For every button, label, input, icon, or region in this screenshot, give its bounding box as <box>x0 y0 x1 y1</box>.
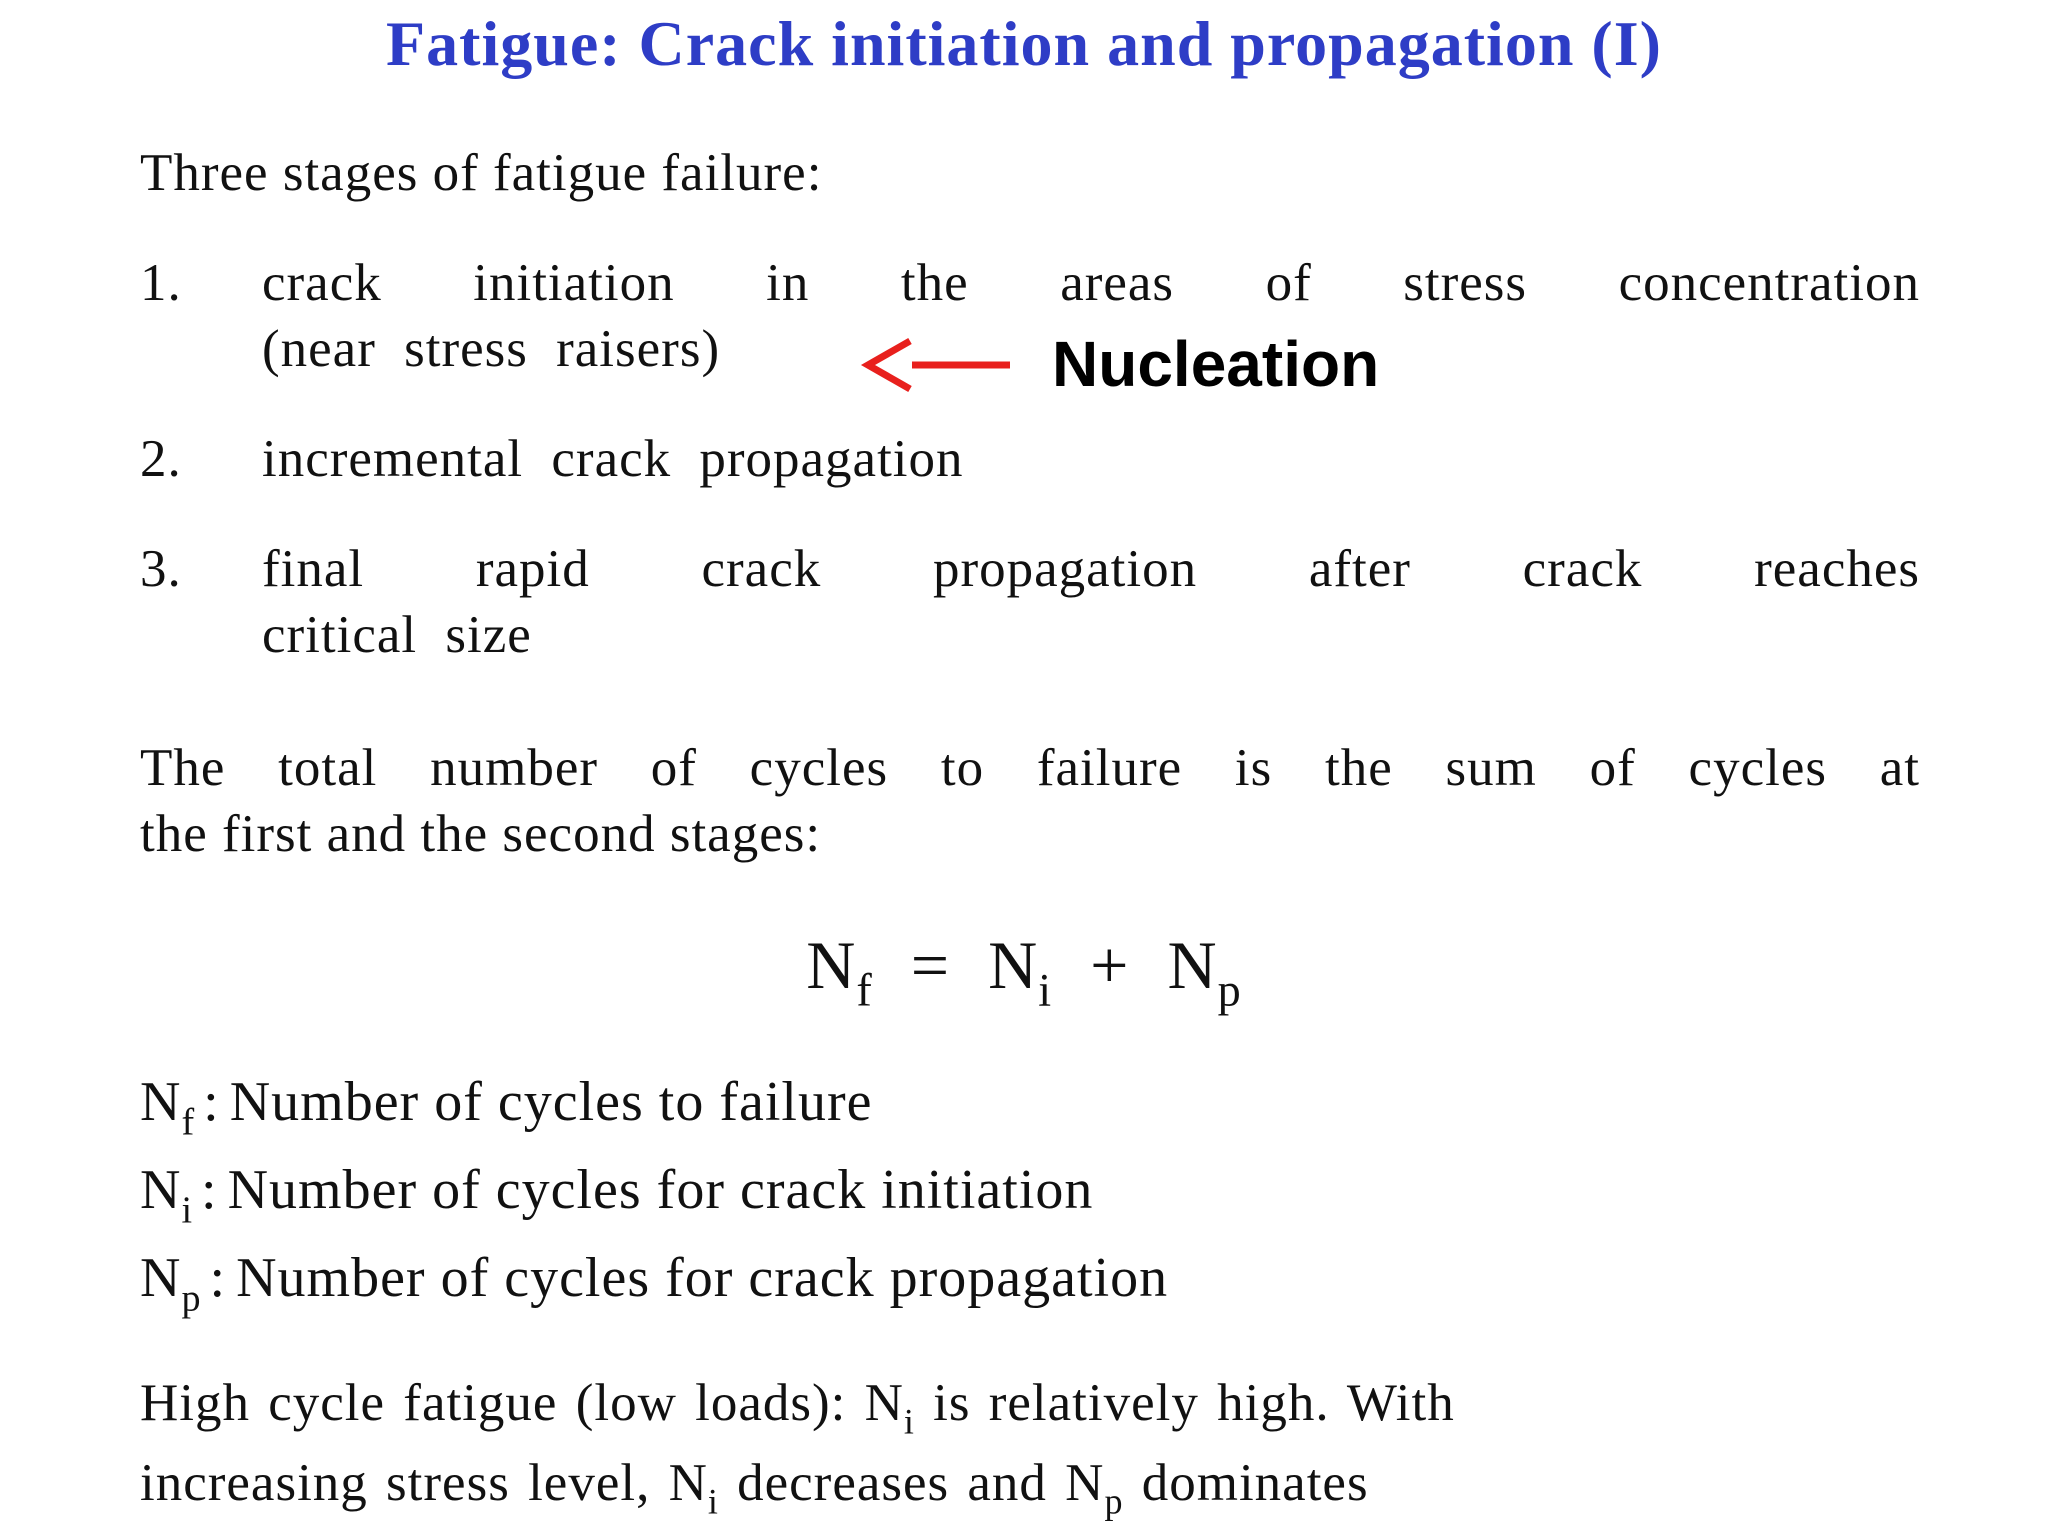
symbol-definitions <box>140 1058 1920 1322</box>
definition-subscript: p <box>181 1277 202 1320</box>
total-cycles-line: the first and the second stages: <box>140 805 822 863</box>
stage-text-line: (near stress raisers) <box>262 320 721 378</box>
equation-lhs <box>806 927 873 1017</box>
conclusion-fragment: is relatively high. With <box>914 1374 1455 1432</box>
total-cycles-text <box>140 735 1920 867</box>
stage-text: incremental crack propagation <box>262 430 964 488</box>
stage-list <box>140 250 1920 668</box>
total-cycles-line: The total number of cycles to failure is the sum of cycles at <box>140 739 1920 797</box>
stage-text-line: final rapid crack propagation after crack reaches <box>262 540 1920 598</box>
definition-subscript: f <box>181 1101 196 1144</box>
definition-text: Number of cycles for crack propagation <box>236 1247 1169 1309</box>
stage-text <box>262 536 1920 668</box>
equation-symbol: N <box>1167 927 1218 1003</box>
conclusion-fragment: increasing stress level, N <box>140 1454 708 1512</box>
conclusion-subscript: i <box>903 1401 915 1442</box>
arrow-head <box>868 341 910 389</box>
equation-term-propagation <box>1167 927 1242 1017</box>
stage-text-line: critical size <box>262 606 532 664</box>
definition-separator: : <box>209 1247 227 1309</box>
definition-subscript: i <box>181 1189 194 1232</box>
equation-term-initiation <box>988 927 1053 1017</box>
list-item <box>140 536 1920 668</box>
stage-text-line: crack initiation in the areas of stress concentration <box>262 254 1920 312</box>
equation-subscript: f <box>856 965 873 1017</box>
equals-sign: = <box>910 927 951 1003</box>
list-item <box>140 250 1920 382</box>
equation-symbol: N <box>806 927 857 1003</box>
equation-subscript: p <box>1217 965 1242 1017</box>
definition-separator: : <box>203 1071 220 1133</box>
conclusion-fragment: dominates <box>1123 1454 1369 1512</box>
equation-symbol: N <box>988 927 1039 1003</box>
nucleation-label: Nucleation <box>1052 328 1380 400</box>
slide-title: Fatigue: Crack initiation and propagation (I) <box>386 8 1662 79</box>
stage-number: 3. <box>140 540 182 598</box>
conclusion-subscript: p <box>1104 1481 1124 1522</box>
conclusion-fragment: High cycle fatigue (low loads): N <box>140 1374 904 1432</box>
intro-text: Three stages of fatigue failure: <box>140 144 823 202</box>
definition-text: Number of cycles for crack initiation <box>227 1159 1094 1221</box>
left-arrow-icon <box>860 337 1010 393</box>
conclusion-text <box>140 1363 1920 1523</box>
list-item <box>140 426 1920 492</box>
definition-nf <box>140 1058 1920 1146</box>
cycles-equation <box>0 925 2048 1017</box>
conclusion-fragment: decreases and N <box>718 1454 1105 1512</box>
stage-number: 2. <box>140 430 182 488</box>
definition-symbol: N <box>140 1247 182 1309</box>
definition-symbol: N <box>140 1071 182 1133</box>
definition-symbol: N <box>140 1159 182 1221</box>
definition-ni <box>140 1146 1920 1234</box>
stage-number: 1. <box>140 254 182 312</box>
plus-sign: + <box>1090 927 1130 1003</box>
definition-separator: : <box>201 1159 218 1221</box>
definition-text: Number of cycles to failure <box>229 1071 873 1133</box>
equation-subscript: i <box>1038 965 1053 1017</box>
conclusion-subscript: i <box>707 1481 719 1522</box>
definition-np <box>140 1234 1920 1322</box>
